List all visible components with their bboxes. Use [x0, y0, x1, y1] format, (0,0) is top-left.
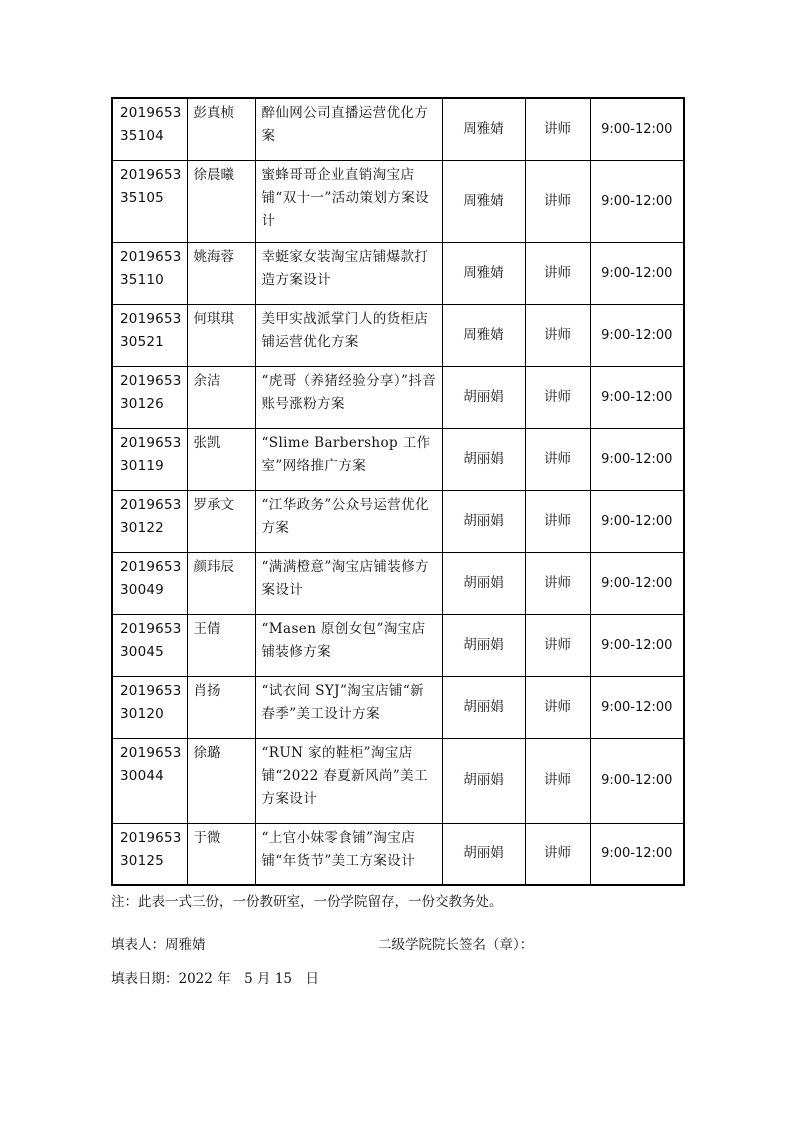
table-row [112, 738, 684, 823]
advisor-title-cell [525, 366, 590, 428]
advisor-name: 胡丽娟 [463, 450, 504, 467]
advisor-cell [442, 242, 525, 304]
student-name: 姚海蓉 [193, 248, 234, 265]
student-id-part1: 2019653 [120, 829, 182, 846]
student-name: 彭真桢 [193, 105, 234, 121]
student-id-cell [112, 304, 187, 366]
thesis-topic-cell [255, 98, 442, 160]
student-id-part1: 2019653 [120, 682, 182, 699]
student-id-part2: 30125 [120, 852, 164, 869]
student-name-cell [187, 98, 255, 160]
thesis-topic-cell [255, 160, 442, 242]
advisor-title: 讲师 [544, 772, 571, 788]
student-name: 于微 [193, 829, 221, 846]
student-id-cell [112, 676, 187, 738]
thesis-topic: “满满橙意”淘宝店铺装修方案设计 [261, 558, 430, 598]
student-id-part2: 30120 [120, 705, 164, 722]
student-id-part1: 2019653 [120, 105, 182, 121]
defense-time-cell [590, 676, 684, 738]
student-name-cell [187, 490, 255, 552]
student-name-cell [187, 160, 255, 242]
defense-time-cell [590, 428, 684, 490]
advisor-cell [442, 428, 525, 490]
thesis-topic-cell [255, 738, 442, 823]
advisor-title-cell [525, 614, 590, 676]
defense-time: 9:00-12:00 [601, 265, 673, 281]
student-id-cell [112, 160, 187, 242]
advisor-name: 胡丽娟 [463, 636, 504, 653]
student-name-cell [187, 304, 255, 366]
student-name-cell [187, 614, 255, 676]
student-name: 颜玮辰 [193, 558, 234, 575]
student-id-part2: 30044 [120, 767, 164, 784]
thesis-topic: “江华政务”公众号运营优化方案 [261, 496, 430, 536]
advisor-name: 周雅婧 [463, 192, 504, 209]
student-id-part2: 30049 [120, 581, 164, 598]
student-id-part2: 30521 [120, 333, 164, 350]
advisor-title-cell [525, 428, 590, 490]
student-id-cell [112, 823, 187, 885]
footer-note: 注：此表一式三份，一份教研室，一份学院留存，一份交教务处。 [111, 894, 503, 910]
student-name: 王倩 [193, 620, 221, 637]
advisor-name: 周雅婧 [463, 120, 504, 137]
thesis-topic-cell [255, 614, 442, 676]
defense-time-cell [590, 366, 684, 428]
defense-time-cell [590, 160, 684, 242]
table-row [112, 160, 684, 242]
advisor-title-cell [525, 242, 590, 304]
thesis-topic: “虎哥（养猪经验分享）”抖音账号涨粉方案 [261, 372, 437, 412]
thesis-topic: “Slime Barbershop 工作室”网络推广方案 [261, 434, 431, 474]
student-name-cell [187, 676, 255, 738]
table-row [112, 490, 684, 552]
student-name-cell [187, 738, 255, 823]
student-id-cell [112, 614, 187, 676]
advisor-cell [442, 676, 525, 738]
form-date: 填表日期：2022 年 5 月 15 日 [111, 971, 319, 987]
defense-time-cell [590, 304, 684, 366]
thesis-topic: 醉仙网公司直播运营优化方案 [261, 105, 429, 144]
student-id-part1: 2019653 [120, 310, 182, 327]
student-name-cell [187, 552, 255, 614]
thesis-topic-cell [255, 552, 442, 614]
student-name: 肖扬 [193, 682, 221, 699]
advisor-title-cell [525, 98, 590, 160]
advisor-cell [442, 614, 525, 676]
student-id-part2: 30045 [120, 643, 164, 660]
advisor-title: 讲师 [544, 450, 571, 467]
student-id-cell [112, 242, 187, 304]
advisor-title: 讲师 [544, 845, 571, 862]
thesis-topic: “试衣间 SYJ”淘宝店铺“新春季”美工设计方案 [261, 682, 425, 722]
advisor-title: 讲师 [544, 120, 571, 137]
student-name-cell [187, 366, 255, 428]
advisor-title-cell [525, 490, 590, 552]
dean-signature-label: 二级学院院长签名（章）： [378, 937, 534, 953]
advisor-name: 胡丽娟 [463, 574, 504, 591]
defense-time: 9:00-12:00 [601, 846, 673, 862]
table-row [112, 676, 684, 738]
defense-time-cell [590, 823, 684, 885]
thesis-topic: 蜜蜂哥哥企业直销淘宝店铺“双十一”活动策划方案设计 [261, 166, 430, 229]
thesis-topic: 美甲实战派掌门人的货柜店铺运营优化方案 [261, 310, 429, 350]
defense-time: 9:00-12:00 [601, 121, 673, 137]
student-id-cell [112, 738, 187, 823]
defense-time-cell [590, 614, 684, 676]
defense-time-cell [590, 98, 684, 160]
advisor-name: 胡丽娟 [463, 512, 504, 529]
defense-time: 9:00-12:00 [601, 327, 673, 343]
defense-time-cell [590, 490, 684, 552]
table-row [112, 552, 684, 614]
student-id-cell [112, 552, 187, 614]
advisor-cell [442, 366, 525, 428]
student-name: 余洁 [193, 372, 221, 389]
defense-time-cell [590, 552, 684, 614]
advisor-title-cell [525, 738, 590, 823]
thesis-topic-cell [255, 490, 442, 552]
student-name-cell [187, 242, 255, 304]
student-id-part2: 30119 [120, 457, 164, 474]
defense-time: 9:00-12:00 [601, 513, 673, 529]
defense-time: 9:00-12:00 [601, 699, 673, 715]
advisor-title: 讲师 [544, 192, 571, 209]
table-row [112, 304, 684, 366]
advisor-name: 周雅婧 [463, 326, 504, 343]
student-id-part1: 2019653 [120, 372, 182, 389]
student-id-part1: 2019653 [120, 620, 182, 637]
advisor-title-cell [525, 676, 590, 738]
thesis-topic-cell [255, 304, 442, 366]
defense-time: 9:00-12:00 [601, 637, 673, 653]
advisor-title: 讲师 [544, 512, 571, 529]
student-id-part2: 30122 [120, 519, 164, 536]
advisor-title-cell [525, 160, 590, 242]
thesis-topic-cell [255, 676, 442, 738]
student-name-cell [187, 428, 255, 490]
student-id-part2: 30126 [120, 395, 164, 412]
advisor-cell [442, 490, 525, 552]
thesis-topic-cell [255, 823, 442, 885]
student-id-cell [112, 490, 187, 552]
student-id-cell [112, 366, 187, 428]
advisor-cell [442, 823, 525, 885]
advisor-title-cell [525, 823, 590, 885]
thesis-topic: “RUN 家的鞋柜”淘宝店铺“2022 春夏新风尚”美工方案设计 [261, 744, 428, 807]
student-id-cell [112, 428, 187, 490]
advisor-name: 胡丽娟 [463, 845, 504, 862]
table-row [112, 823, 684, 885]
defense-time: 9:00-12:00 [601, 451, 673, 467]
advisor-cell [442, 552, 525, 614]
thesis-topic-cell [255, 428, 442, 490]
defense-time: 9:00-12:00 [601, 389, 673, 405]
student-id-cell [112, 98, 187, 160]
thesis-topic: 幸蜓家女装淘宝店铺爆款打造方案设计 [261, 248, 429, 288]
student-id-part2: 35110 [120, 271, 164, 288]
student-id-part1: 2019653 [120, 434, 182, 451]
defense-time: 9:00-12:00 [601, 773, 673, 788]
advisor-title-cell [525, 552, 590, 614]
student-id-part1: 2019653 [120, 166, 182, 183]
student-id-part2: 35105 [120, 189, 164, 206]
table-row [112, 98, 684, 160]
advisor-cell [442, 98, 525, 160]
schedule-table [111, 97, 685, 886]
advisor-title: 讲师 [544, 574, 571, 591]
student-name: 张凯 [193, 434, 221, 451]
thesis-topic: “Masen 原创女包”淘宝店铺装修方案 [261, 620, 426, 660]
advisor-title: 讲师 [544, 326, 571, 343]
defense-time-cell [590, 738, 684, 823]
advisor-cell [442, 738, 525, 823]
advisor-cell [442, 160, 525, 242]
student-name-cell [187, 823, 255, 885]
table-row [112, 242, 684, 304]
student-id-part1: 2019653 [120, 248, 182, 265]
thesis-topic-cell [255, 242, 442, 304]
student-name: 徐璐 [193, 744, 221, 761]
student-id-part1: 2019653 [120, 744, 182, 761]
advisor-name: 胡丽娟 [463, 388, 504, 405]
advisor-title: 讲师 [544, 388, 571, 405]
schedule-table-body [112, 98, 684, 885]
form-filler: 填表人：周雅婧 [111, 937, 206, 953]
advisor-name: 周雅婧 [463, 264, 504, 281]
student-name: 徐晨曦 [193, 166, 234, 183]
advisor-title: 讲师 [544, 636, 571, 653]
student-id-part1: 2019653 [120, 558, 182, 575]
advisor-name: 胡丽娟 [463, 698, 504, 715]
table-row [112, 366, 684, 428]
defense-time: 9:00-12:00 [601, 193, 673, 209]
advisor-title-cell [525, 304, 590, 366]
defense-time: 9:00-12:00 [601, 575, 673, 591]
student-id-part2: 35104 [120, 128, 164, 144]
student-id-part1: 2019653 [120, 496, 182, 513]
advisor-name: 胡丽娟 [463, 772, 504, 788]
advisor-title: 讲师 [544, 264, 571, 281]
table-row [112, 428, 684, 490]
student-name: 罗承文 [193, 496, 234, 513]
table-row [112, 614, 684, 676]
student-name: 何琪琪 [193, 310, 234, 327]
defense-time-cell [590, 242, 684, 304]
thesis-topic: “上官小妹零食铺”淘宝店铺“年货节”美工方案设计 [261, 829, 416, 869]
thesis-topic-cell [255, 366, 442, 428]
advisor-cell [442, 304, 525, 366]
advisor-title: 讲师 [544, 698, 571, 715]
